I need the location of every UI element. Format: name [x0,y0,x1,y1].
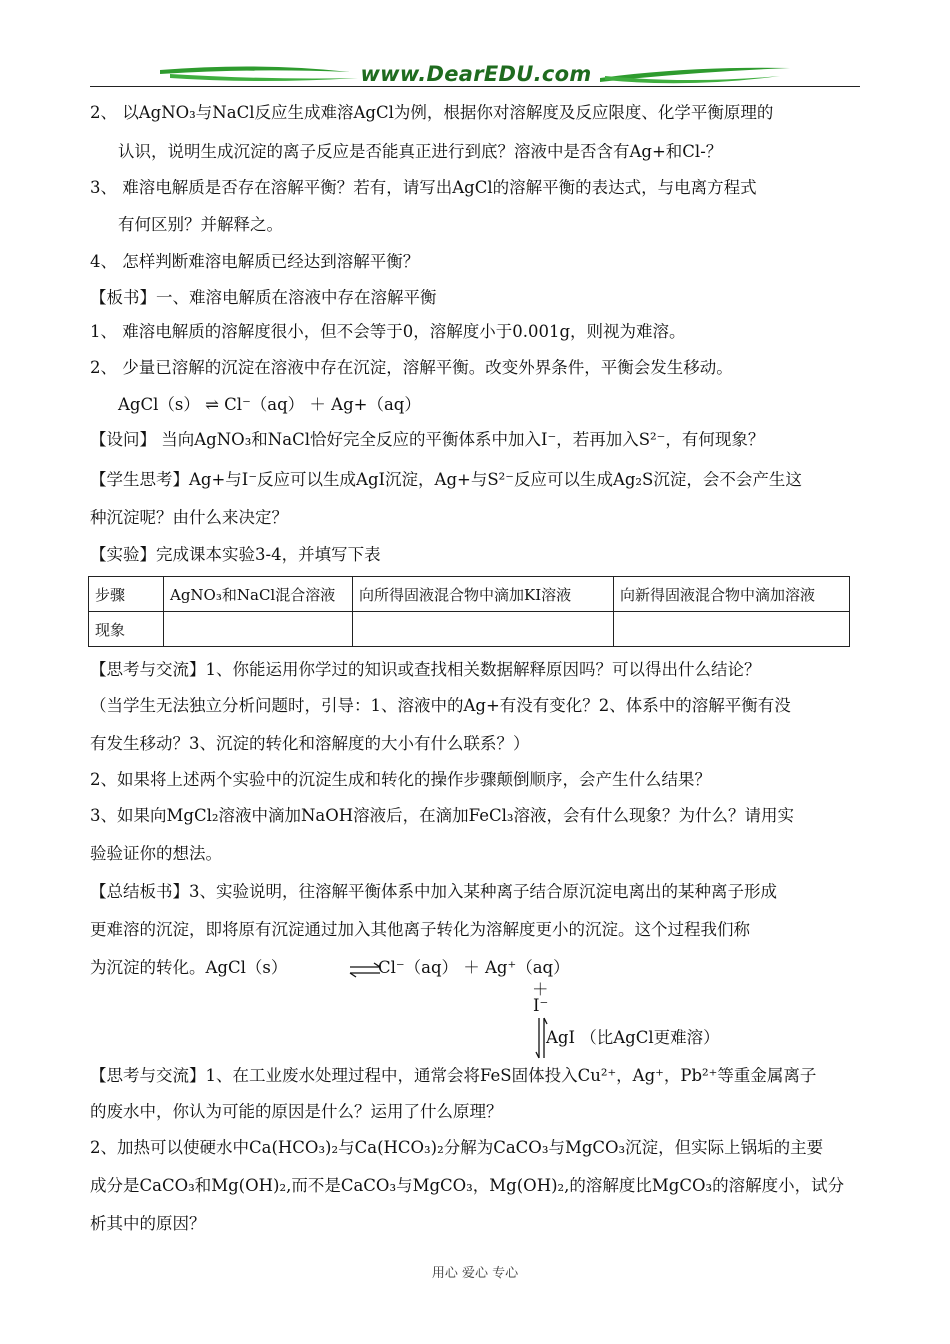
site-logo: www.DearEDU.com [360,62,592,86]
table-cell [164,612,353,647]
question-2-line-2: 认识，说明生成沉淀的离子反应是否能真正进行到底？溶液中是否含有Ag+和Cl-？ [118,142,723,161]
question-3-line-2: 有何区别？并解释之。 [118,215,283,234]
experiment-heading: 【实验】完成课本实验3-4，并填写下表 [90,545,381,564]
table-cell: AgNO₃和NaCl混合溶液 [164,577,353,612]
discussion-3-line-2: 验验证你的想法。 [90,844,222,863]
table-cell [614,612,850,647]
iodide-ion: I⁻ [533,996,549,1015]
student-thinking-line-2: 种沉淀呢？由什么来决定？ [90,508,288,527]
summary-line-3: 为沉淀的转化。AgCl（s） [90,958,288,977]
header-divider [90,86,860,87]
discussion-4-line-2: 的废水中，你认为可能的原因是什么？运用了什么原理？ [90,1102,503,1121]
table-cell: 现象 [89,612,164,647]
discussion-5-line-2: 成分是CaCO₃和Mg(OH)₂,而不是CaCO₃与MgCO₃，Mg(OH)₂,的溶解度比MgCO₃的溶解度小，试分 [90,1176,845,1195]
table-cell [353,612,614,647]
experiment-table [88,576,850,647]
table-row [89,577,850,612]
discussion-2: 2、如果将上述两个实验中的沉淀生成和转化的操作步骤颠倒顺序，会产生什么结果？ [90,770,711,789]
table-cell: 向所得固液混合物中滴加KI溶液 [353,577,614,612]
question-3-line-1: 3、 难溶电解质是否存在溶解平衡？若有，请写出AgCl的溶解平衡的表达式，与电离方程式 [90,178,757,197]
summary-line-1: 【总结板书】3、实验说明，往溶解平衡体系中加入某种离子结合原沉淀电离出的某种离子形成 [90,882,777,901]
board-heading-1: 【板书】一、难溶电解质在溶液中存在溶解平衡 [90,288,437,307]
equilibrium-equation: AgCl（s） ⇌ Cl⁻（aq） ＋ Ag+（aq） [118,395,421,414]
board-point-2: 2、 少量已溶解的沉淀在溶液中存在沉淀，溶解平衡。改变外界条件，平衡会发生移动。 [90,358,733,377]
question-prompt: 【设问】 当向AgNO₃和NaCl恰好完全反应的平衡体系中加入I⁻，若再加入S²⁻，有何现象？ [90,430,765,449]
summary-line-2: 更难溶的沉淀，即将原有沉淀通过加入其他离子转化为溶解度更小的沉淀。这个过程我们称 [90,920,750,939]
silver-iodide-note: AgI （比AgCl更难溶） [546,1028,720,1047]
plus-sign: ＋ [532,980,549,999]
question-4: 4、 怎样判断难溶电解质已经达到溶解平衡？ [90,252,420,271]
discussion-1-line-1: 【思考与交流】1、你能运用你学过的知识或查找相关数据解释原因吗？可以得出什么结论？ [90,660,761,679]
discussion-1-line-2: （当学生无法独立分析问题时，引导：1、溶液中的Ag+有没有变化？2、体系中的溶解平衡有没 [90,696,791,715]
discussion-1-line-3: 有发生移动？3、沉淀的转化和溶解度的大小有什么联系？） [90,734,530,753]
discussion-5-line-1: 2、加热可以使硬水中Ca(HCO₃)₂与Ca(HCO₃)₂分解为CaCO₃与MgCO₃沉淀，但实际上锅垢的主要 [90,1138,824,1157]
table-cell: 向新得固液混合物中滴加溶液 [614,577,850,612]
table-cell: 步骤 [89,577,164,612]
student-thinking-line-1: 【学生思考】Ag+与I⁻反应可以生成AgI沉淀，Ag+与S²⁻反应可以生成Ag₂S沉淀，会不会产生这 [90,470,802,489]
discussion-4-line-1: 【思考与交流】1、在工业废水处理过程中，通常会将FeS固体投入Cu²⁺，Ag⁺，Pb²⁺等重金属离子 [90,1066,817,1085]
conversion-equation: Cl⁻（aq） ＋ Ag⁺（aq） [378,958,570,977]
discussion-5-line-3: 析其中的原因？ [90,1214,206,1233]
discussion-3-line-1: 3、如果向MgCl₂溶液中滴加NaOH溶液后，在滴加FeCl₃溶液，会有什么现象？为什么？请用实 [90,806,794,825]
page-footer: 用心 爱心 专心 [431,1266,519,1281]
board-point-1: 1、 难溶电解质的溶解度很小，但不会等于0，溶解度小于0.001g，则视为难溶。 [90,322,686,341]
equilibrium-arrow-icon [348,962,382,978]
table-row [89,612,850,647]
question-2-line-1: 2、 以AgNO₃与NaCl反应生成难溶AgCl为例，根据你对溶解度及反应限度、化学平衡原理的 [90,103,774,122]
